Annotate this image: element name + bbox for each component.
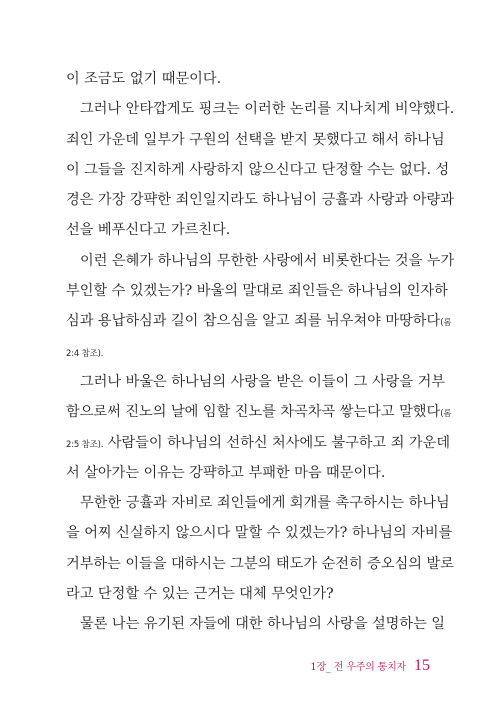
running-head: 1장_ 전 우주의 통치자 bbox=[310, 662, 406, 673]
text-line: 라고 단정할 수 있는 근거는 대체 무엇인가? bbox=[66, 586, 334, 603]
text-segment: 함으로써 진노의 날에 임할 진노를 차곡차곡 쌓는다고 말했다 bbox=[66, 404, 441, 421]
text-line: 선을 베푸신다고 가르친다. bbox=[66, 222, 231, 239]
scripture-reference: (롬 bbox=[440, 318, 452, 329]
text-line: 을 어찌 신실하지 않으시다 말할 수 있겠는가? 하나님의 자비를 bbox=[66, 525, 453, 542]
paragraph-start-line: 물론 나는 유기된 자들에 대한 하나님의 사랑을 설명하는 일 bbox=[80, 616, 446, 633]
text-line-with-reference bbox=[66, 306, 452, 336]
scripture-reference: 2:5 참조). bbox=[66, 439, 104, 450]
scripture-reference: 2:4 참조). bbox=[66, 348, 104, 359]
text-line: 거부하는 이들을 대하시는 그분의 태도가 순전히 증오심의 발로 bbox=[66, 555, 454, 572]
text-line-with-reference bbox=[66, 397, 452, 427]
text-line: 부인할 수 있겠는가? 바울의 말대로 죄인들은 하나님의 인자하 bbox=[66, 283, 448, 300]
text-line: 이 조금도 없기 때문이다. bbox=[66, 71, 222, 87]
paragraph-start-line: 그러나 바울은 하나님의 사랑을 받은 이들이 그 사랑을 거부 bbox=[80, 373, 446, 390]
scripture-reference: (롬 bbox=[440, 409, 452, 420]
text-segment: 심과 용납하심과 길이 참으심을 알고 죄를 뉘우쳐야 마땅하다 bbox=[66, 313, 441, 330]
paragraph-start-line: 무한한 긍휼과 자비로 죄인들에게 회개를 촉구하시는 하나님 bbox=[80, 495, 450, 512]
text-line: 경은 가장 강퍅한 죄인일지라도 하나님이 긍휼과 사랑과 아량과 bbox=[66, 192, 454, 209]
text-line-with-reference bbox=[66, 428, 451, 458]
page-number: 15 bbox=[414, 657, 430, 674]
page-footer bbox=[310, 657, 430, 675]
text-line: 서 살아가는 이유는 강퍅하고 부패한 마음 때문이다. bbox=[66, 464, 386, 481]
paragraph-start-line: 그러나 안타깝게도 핑크는 이러한 논리를 지나치게 비약했다. bbox=[80, 101, 455, 118]
text-segment: 사람들이 하나님의 선하신 처사에도 불구하고 죄 가운데 bbox=[103, 434, 451, 451]
body-text bbox=[66, 64, 455, 640]
reference-continuation-line bbox=[66, 337, 434, 367]
text-line: 이 그들을 진지하게 사랑하지 않으신다고 단정할 수는 없다. 성 bbox=[66, 161, 450, 178]
text-line: 죄인 가운데 일부가 구원의 선택을 받지 못했다고 해서 하나님 bbox=[66, 131, 445, 148]
paragraph-start-line: 이런 은혜가 하나님의 무한한 사랑에서 비롯한다는 것을 누가 bbox=[80, 252, 455, 269]
